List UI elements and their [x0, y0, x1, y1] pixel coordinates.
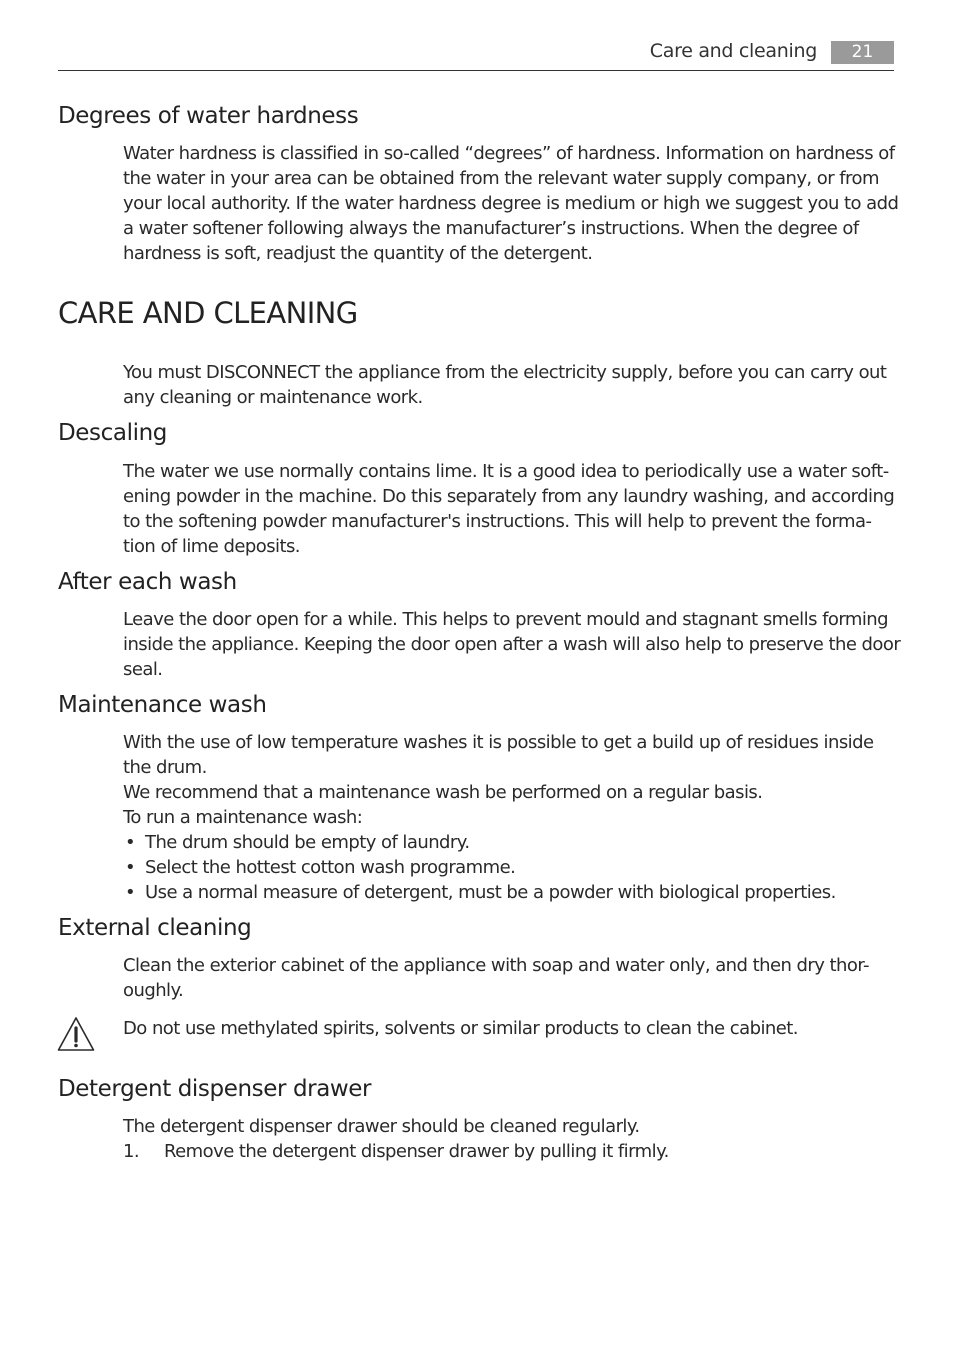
heading-descaling: Descaling [58, 420, 167, 446]
bullet-marker: • [125, 857, 136, 878]
warning-text [123, 1016, 898, 1041]
list-item [123, 855, 898, 880]
heading-care-and-cleaning: CARE AND CLEANING [58, 296, 358, 330]
text-line: seal. [123, 659, 163, 680]
heading-external-cleaning: External cleaning [58, 915, 252, 941]
paragraph-external-cleaning [123, 953, 898, 1003]
text-line: Do not use methylated spirits, solvents or similar products to clean the cabinet. [123, 1018, 798, 1039]
text-line: Leave the door open for a while. This helps to prevent mould and stagnant smells forming [123, 609, 889, 630]
numbered-step [123, 1139, 898, 1164]
paragraph-detergent-dispenser [123, 1114, 898, 1164]
text-line: hardness is soft, readjust the quantity of the detergent. [123, 243, 593, 264]
heading-detergent-dispenser-drawer: Detergent dispenser drawer [58, 1076, 372, 1102]
paragraph-after-each-wash [123, 607, 901, 682]
text-line: tion of lime deposits. [123, 536, 300, 557]
text-line: Water hardness is classified in so-called “degrees” of hardness. Information on hardness of [123, 143, 895, 164]
text-line: your local authority. If the water hardness degree is medium or high we suggest you to add [123, 193, 899, 214]
list-item [123, 830, 898, 855]
heading-after-each-wash: After each wash [58, 569, 237, 595]
paragraph-disconnect [123, 360, 898, 410]
paragraph-descaling [123, 459, 898, 559]
paragraph-water-hardness [123, 141, 898, 266]
running-header-title: Care and cleaning [649, 40, 817, 62]
text-line: a water softener following always the manufacturer’s instructions. When the degree of [123, 218, 859, 239]
bullet-marker: • [125, 882, 136, 903]
page-number: 21 [831, 41, 894, 64]
text-line: any cleaning or maintenance work. [123, 387, 423, 408]
bullet-marker: • [125, 832, 136, 853]
text-line: oughly. [123, 980, 184, 1001]
list-item-text: Select the hottest cotton wash programme. [145, 857, 516, 878]
list-item-text: The drum should be empty of laundry. [145, 832, 470, 853]
header-rule [58, 70, 894, 71]
heading-water-hardness: Degrees of water hardness [58, 103, 359, 129]
text-line: ening powder in the machine. Do this separately from any laundry washing, and according [123, 486, 895, 507]
list-item-text: Use a normal measure of detergent, must be a powder with biological properties. [145, 882, 836, 903]
text-line: the water in your area can be obtained from the relevant water supply company, or from [123, 168, 879, 189]
warning-triangle-icon [56, 1015, 96, 1053]
paragraph-maintenance-wash [123, 730, 898, 905]
text-line: Clean the exterior cabinet of the appliance with soap and water only, and then dry thor- [123, 955, 869, 976]
text-line: the drum. [123, 757, 207, 778]
step-text: Remove the detergent dispenser drawer by pulling it firmly. [164, 1141, 669, 1162]
text-line: inside the appliance. Keeping the door open after a wash will also help to preserve the door [123, 634, 901, 655]
text-line: To run a maintenance wash: [123, 807, 363, 828]
step-number: 1. [123, 1141, 140, 1162]
list-item [123, 880, 898, 905]
text-line: The water we use normally contains lime. It is a good idea to periodically use a water soft- [123, 461, 889, 482]
text-line: You must DISCONNECT the appliance from the electricity supply, before you can carry out [123, 362, 887, 383]
heading-maintenance-wash: Maintenance wash [58, 692, 267, 718]
text-line: The detergent dispenser drawer should be cleaned regularly. [123, 1116, 640, 1137]
text-line: With the use of low temperature washes it is possible to get a build up of residues inside [123, 732, 874, 753]
text-line: We recommend that a maintenance wash be performed on a regular basis. [123, 782, 763, 803]
text-line: to the softening powder manufacturer's instructions. This will help to prevent the forma- [123, 511, 872, 532]
